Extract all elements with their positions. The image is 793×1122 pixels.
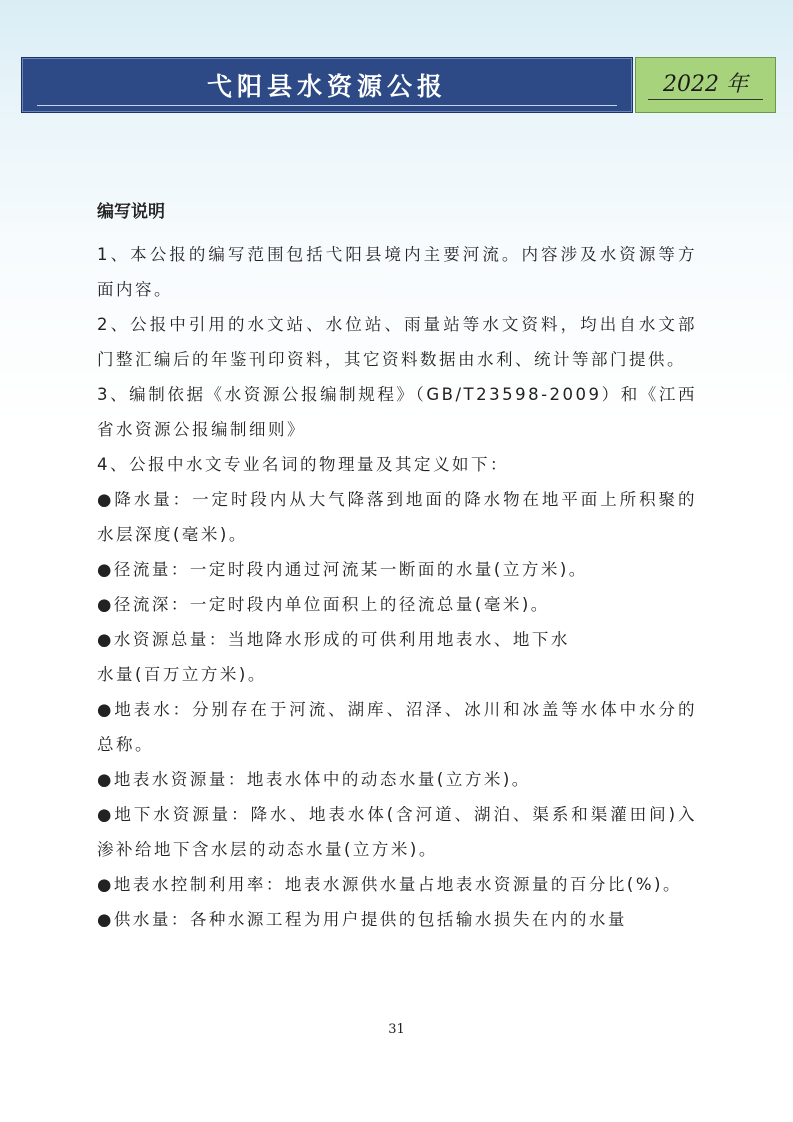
page-number: 31 (388, 1022, 405, 1037)
main-content (97, 197, 697, 937)
report-title: 弋阳县水资源公报 (206, 72, 447, 101)
definition-item: ●供水量：各种水源工程为用户提供的包括输水损失在内的水量 (97, 910, 627, 929)
definition-item-continuation: 水量(百万立方米)。 (97, 665, 267, 684)
paragraph: 4、公报中水文专业名词的物理量及其定义如下： (97, 455, 509, 474)
page-header (21, 57, 774, 113)
title-banner (21, 57, 633, 113)
paragraph: 1、本公报的编写范围包括弋阳县境内主要河流。内容涉及水资源等方面内容。 (97, 245, 697, 299)
section-heading: 编写说明 (97, 202, 165, 222)
definition-item: ●径流量：一定时段内通过河流某一断面的水量(立方米)。 (97, 560, 588, 579)
definition-item: ●水资源总量：当地降水形成的可供利用地表水、地下水 (97, 630, 570, 649)
definition-item: ●降水量：一定时段内从大气降落到地面的降水物在地平面上所积聚的水层深度(毫米)。 (97, 490, 697, 544)
year-banner (635, 57, 776, 113)
definition-item: ●地下水资源量：降水、地表水体(含河道、湖泊、渠系和渠灌田间)入渗补给地下含水层的动态水量(立方米)。 (97, 805, 697, 859)
report-year: 2022 年 (663, 72, 748, 97)
title-underline (37, 105, 617, 106)
paragraph: 3、编制依据《水资源公报编制规程》（GB/T23598-2009）和《江西省水资源公报编制细则》 (97, 385, 697, 439)
definition-item: ●径流深：一定时段内单位面积上的径流总量(毫米)。 (97, 595, 550, 614)
definition-item: ●地表水控制利用率：地表水源供水量占地表水资源量的百分比(%)。 (97, 875, 682, 894)
paragraph: 2、公报中引用的水文站、水位站、雨量站等水文资料，均出自水文部门整汇编后的年鉴刊印资料，其它资料数据由水利、统计等部门提供。 (97, 315, 697, 369)
year-underline (648, 99, 763, 100)
definition-item: ●地表水资源量：地表水体中的动态水量(立方米)。 (97, 770, 531, 789)
definition-item: ●地表水：分别存在于河流、湖库、沼泽、冰川和冰盖等水体中水分的总称。 (97, 700, 697, 754)
